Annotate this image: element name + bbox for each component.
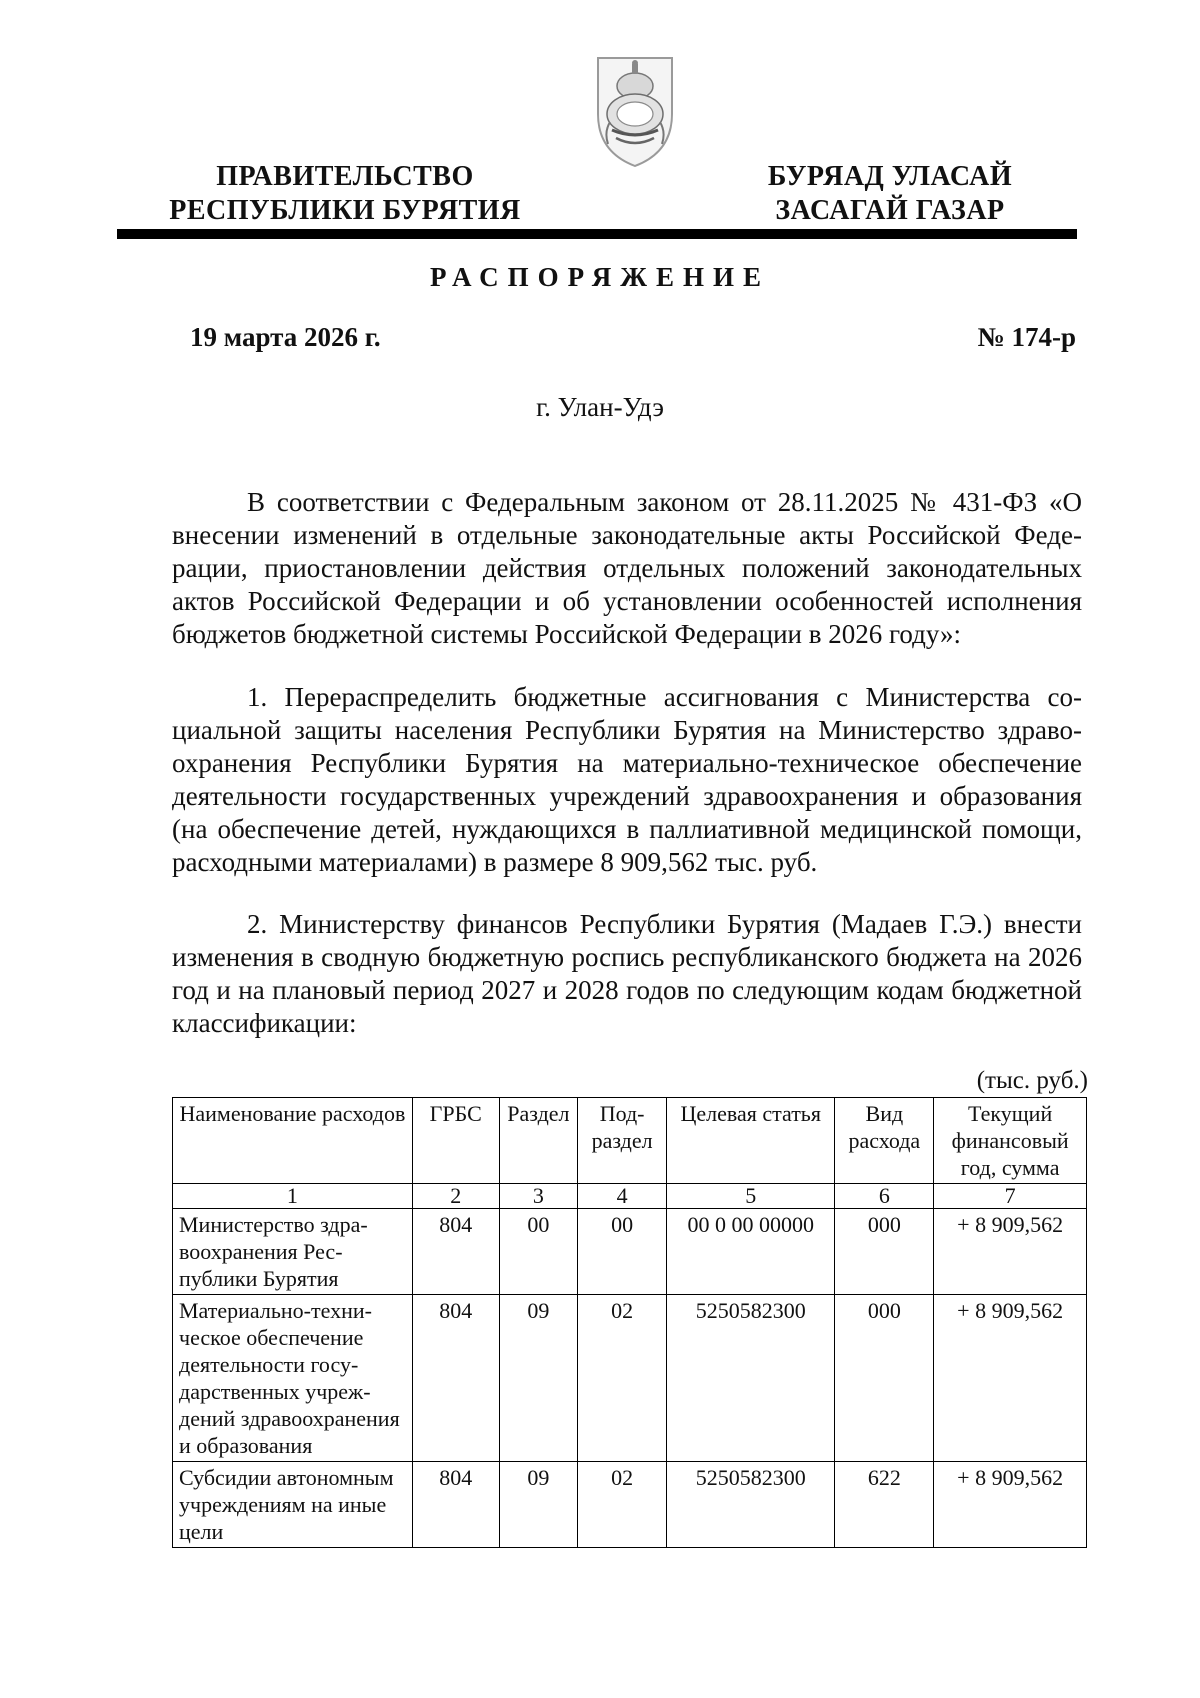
cell-vid: 622 [835, 1462, 934, 1548]
header-grbs: ГРБС [412, 1098, 499, 1184]
column-index: 6 [835, 1184, 934, 1209]
cell-target: 00 0 00 00000 [667, 1209, 835, 1295]
organization-name-line: ПРАВИТЕЛЬСТВО [216, 161, 474, 192]
cell-name: Материально-техническое обеспечение деятельности государственных учреждений здравоохранения и образования [173, 1295, 413, 1462]
column-index: 7 [934, 1184, 1087, 1209]
cell-sum: + 8 909,562 [934, 1295, 1087, 1462]
cell-grbs: 804 [412, 1295, 499, 1462]
table-index-row [173, 1184, 1087, 1209]
table-row [173, 1462, 1087, 1548]
item-2-paragraph: 2. Министерству финансов Республики Бурятия (Мадаев Г.Э.) внести изменения в сводную бюджетную роспись республиканского бюджета на 2026 год и на плановый период 2027 и 2028 годов по следующим кодам бюджетной классификации: [172, 909, 1082, 1038]
cell-razdel: 00 [499, 1209, 578, 1295]
table-row [173, 1209, 1087, 1295]
document-number: № 174-р [977, 322, 1076, 352]
cell-sum: + 8 909,562 [934, 1462, 1087, 1548]
column-index: 5 [667, 1184, 835, 1209]
column-index: 3 [499, 1184, 578, 1209]
cell-grbs: 804 [412, 1209, 499, 1295]
cell-podrazdel: 02 [578, 1295, 667, 1462]
organization-name-buryat [740, 160, 1040, 228]
cell-vid: 000 [835, 1295, 934, 1462]
header-target: Целевая статья [667, 1098, 835, 1184]
cell-target: 5250582300 [667, 1295, 835, 1462]
column-index: 2 [412, 1184, 499, 1209]
cell-sum: + 8 909,562 [934, 1209, 1087, 1295]
document-title: РАСПОРЯЖЕНИЕ [429, 262, 771, 292]
table-header-row [173, 1098, 1087, 1184]
cell-name: Субсидии автономным учреждениям на иные цели [173, 1462, 413, 1548]
table-row [173, 1295, 1087, 1462]
organization-name-line: БУРЯАД УЛАСАЙ [767, 161, 1013, 192]
preamble-paragraph: В соответствии с Федеральным законом от 28.11.2025 № 431-ФЗ «О внесении изменений в отдельные законодательные акты Российской Федерации, приостановлении действия отдельных положений законодательных актов Российской Федерации и об установлении особенностей исполнения бюджетов бюджетной системы Российской Федерации в 2026 году»: [172, 487, 1082, 649]
organization-name-line: РЕСПУБЛИКИ БУРЯТИЯ [169, 195, 521, 226]
header-podrazdel: Подраздел [578, 1098, 667, 1184]
header-razdel: Раздел [499, 1098, 578, 1184]
coat-of-arms-emblem [590, 52, 680, 170]
header-sum: Текущий финансовый год, сумма [934, 1098, 1087, 1184]
column-index: 4 [578, 1184, 667, 1209]
item-1-paragraph: 1. Перераспределить бюджетные ассигнования с Министерства социальной защиты населения Республики Бурятия на Министерство здравоохранения Республики Бурятия на материально-техническое обеспечение деятельности государственных учреждений здравоохранения и образования (на обеспечение детей, нуждающихся в паллиативной медицинской помощи, расходными материалами) в размере 8 909,562 тыс. руб. [172, 682, 1082, 877]
cell-podrazdel: 02 [578, 1462, 667, 1548]
header-vid: Вид расхода [835, 1098, 934, 1184]
budget-table [172, 1097, 1087, 1548]
cell-razdel: 09 [499, 1295, 578, 1462]
cell-razdel: 09 [499, 1462, 578, 1548]
header-name: Наименование расходов [173, 1098, 413, 1184]
document-city: г. Улан-Удэ [536, 392, 664, 422]
column-index: 1 [173, 1184, 413, 1209]
organization-name-line: ЗАСАГАЙ ГАЗАР [775, 195, 1005, 226]
header-divider [117, 229, 1077, 239]
cell-name: Министерство здравоохранения Республики Бурятия [173, 1209, 413, 1295]
table-unit-label: (тыс. руб.) [976, 1067, 1088, 1094]
organization-name-russian [160, 160, 530, 228]
cell-vid: 000 [835, 1209, 934, 1295]
cell-target: 5250582300 [667, 1462, 835, 1548]
cell-podrazdel: 00 [578, 1209, 667, 1295]
document-date: 19 марта 2026 г. [190, 322, 381, 352]
cell-grbs: 804 [412, 1462, 499, 1548]
